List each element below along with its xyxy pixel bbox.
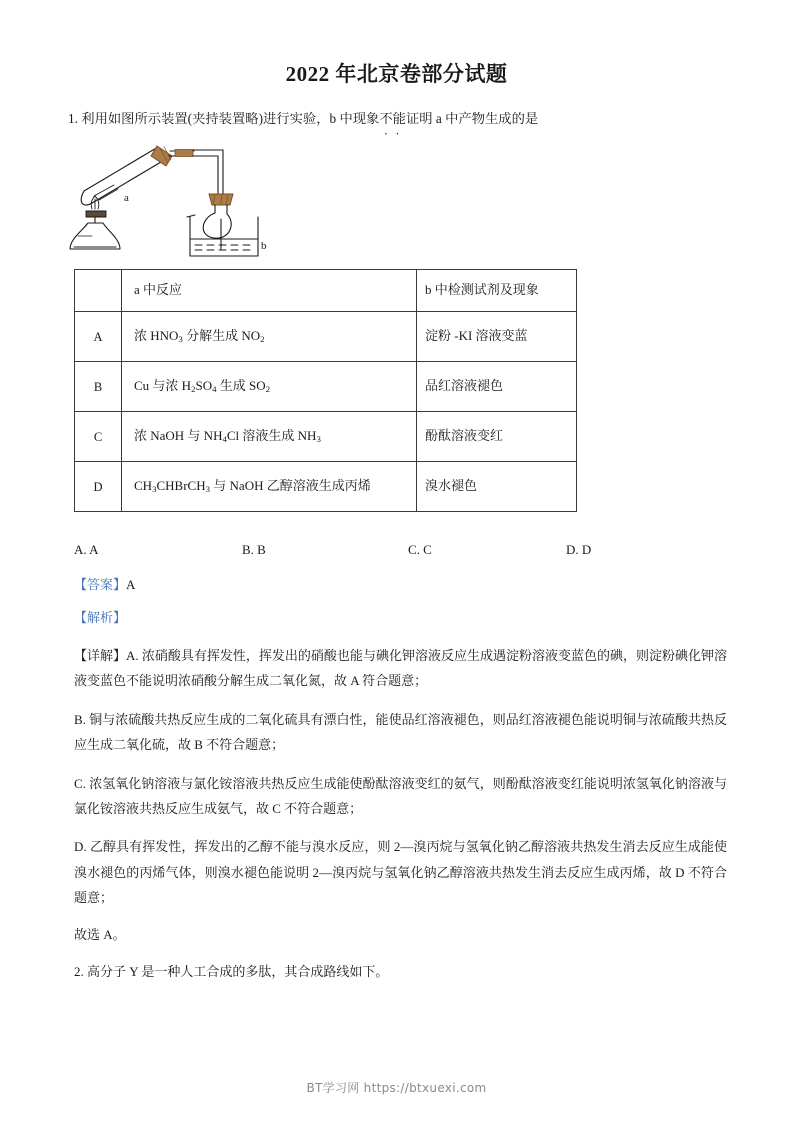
explanation-paragraph-a xyxy=(74,643,727,694)
round-bottom-flask xyxy=(203,205,231,238)
row-letter-b: B xyxy=(75,362,122,412)
explanation-paragraph-d: D. 乙醇具有挥发性，挥发出的乙醇不能与溴水反应，则 2—溴丙烷与氢氧化钠乙醇溶液共热发生消去反应生成能使溴水褪色的丙烯气体，则溴水褪色能说明 2—溴丙烷与氢氧化钠乙醇溶液共热发生消去反应生成丙烯，故 D 不符合题意； xyxy=(74,839,727,905)
row-detect-d: 溴水褪色 xyxy=(417,462,577,512)
table-row xyxy=(75,362,577,412)
question-2-stem: 2. 高分子 Y 是一种人工合成的多肽，其合成路线如下。 xyxy=(74,964,389,980)
question-1-stem-emphasis: 不能 · · xyxy=(379,109,406,129)
question-1-stem xyxy=(68,109,727,129)
answer-label: 【答案】 xyxy=(74,577,127,593)
detail-label: 【详解】 xyxy=(74,648,127,664)
lamp-wick-cap xyxy=(86,211,106,217)
lamp-body xyxy=(70,223,120,249)
table-header-blank xyxy=(75,270,122,312)
beaker-liquid-hatch xyxy=(195,245,253,250)
alcohol-lamp xyxy=(70,196,120,249)
option-b[interactable]: B. B xyxy=(242,542,266,558)
row-reaction-c: 浓 NaOH 与 $NH_4Cl$ 溶液生成 $NH_3$ xyxy=(122,412,417,462)
explanation-paragraph-b: B. 铜与浓硫酸共热反应生成的二氧化硫具有漂白性，能使品红溶液褪色，则品红溶液褪色能说明铜与浓硫酸共热反应生成二氧化硫，故 B 不符合题意； xyxy=(74,711,727,753)
table-header-reaction-label: a 中反应 xyxy=(134,282,183,298)
option-a[interactable]: A. A xyxy=(74,542,99,558)
table-header-reaction xyxy=(122,270,417,312)
option-d[interactable]: D. D xyxy=(566,542,592,558)
rubber-stopper-b xyxy=(209,194,233,205)
analysis-label: 【解析】 xyxy=(74,610,127,626)
figure-label-a: a xyxy=(124,192,129,205)
delivery-tube-inner xyxy=(193,156,218,197)
question-1-stem-prefix: 1. 利用如图所示装置(夹持装置略)进行实验，b 中现象 xyxy=(68,111,380,127)
table-row xyxy=(75,312,577,362)
explanation-text-a: A. 浓硝酸具有挥发性，挥发出的硝酸也能与碘化钾溶液反应生成遇淀粉溶液变蓝色的碘，则淀粉碘化钾溶液变蓝色不能说明浓硝酸分解生成二氧化氮，故 A 符合题意； xyxy=(74,648,727,689)
test-tube-round-bottom xyxy=(81,191,92,205)
row-reaction-b: Cu 与浓 $H_2SO_4$ 生成 $SO_2$ xyxy=(122,362,417,412)
rubber-connector xyxy=(175,150,193,157)
test-tube-upper-wall xyxy=(92,159,166,203)
explanation-paragraph-c: C. 浓氢氧化钠溶液与氯化铵溶液共热反应生成能使酚酞溶液变红的氨气，则酚酞溶液变红能说明浓氢氧化钠溶液与氯化铵溶液共热反应生成氨气，故 C 不符合题意； xyxy=(74,775,727,816)
row-reaction-d: $CH_3CHBrCH_3$ 与 NaOH 乙醇溶液生成丙烯 xyxy=(122,462,417,512)
tube-liquid-line-2 xyxy=(99,189,118,200)
document-body xyxy=(0,109,793,980)
table-header-row xyxy=(75,270,577,312)
table-row xyxy=(75,412,577,462)
row-letter-d: D xyxy=(75,462,122,512)
table-header-detect: b 中检测试剂及现象 xyxy=(417,270,577,312)
test-tube-lower-wall xyxy=(84,147,158,191)
options-table xyxy=(74,269,577,512)
tube-liquid-line-1 xyxy=(94,185,114,196)
row-detect-c: 酚酞溶液变红 xyxy=(417,412,577,462)
figure-label-b: b xyxy=(261,240,267,253)
option-c[interactable]: C. C xyxy=(408,542,432,558)
site-footer: BT学习网 https://btxuexi.com xyxy=(306,1081,487,1095)
row-detect-a: 淀粉 -KI 溶液变蓝 xyxy=(417,312,577,362)
beaker-spout xyxy=(187,215,195,217)
answer-value: A xyxy=(126,577,136,593)
answer-options xyxy=(68,542,727,560)
options-table-body xyxy=(75,270,577,512)
row-detect-b: 品红溶液褪色 xyxy=(417,362,577,412)
row-letter-a: A xyxy=(75,312,122,362)
question-1-stem-suffix: 证明 a 中产物生成的是 xyxy=(405,111,539,127)
apparatus-figure xyxy=(62,139,727,259)
page-title: 2022 年北京卷部分试题 xyxy=(285,62,508,86)
row-reaction-a: 浓 $HNO_3$ 分解生成 $NO_2$ xyxy=(122,312,417,362)
conclusion-line: 故选 A。 xyxy=(74,927,126,943)
row-letter-c: C xyxy=(75,412,122,462)
gas-generation-apparatus-svg xyxy=(62,139,297,257)
answer-line xyxy=(74,574,727,593)
table-row xyxy=(75,462,577,512)
